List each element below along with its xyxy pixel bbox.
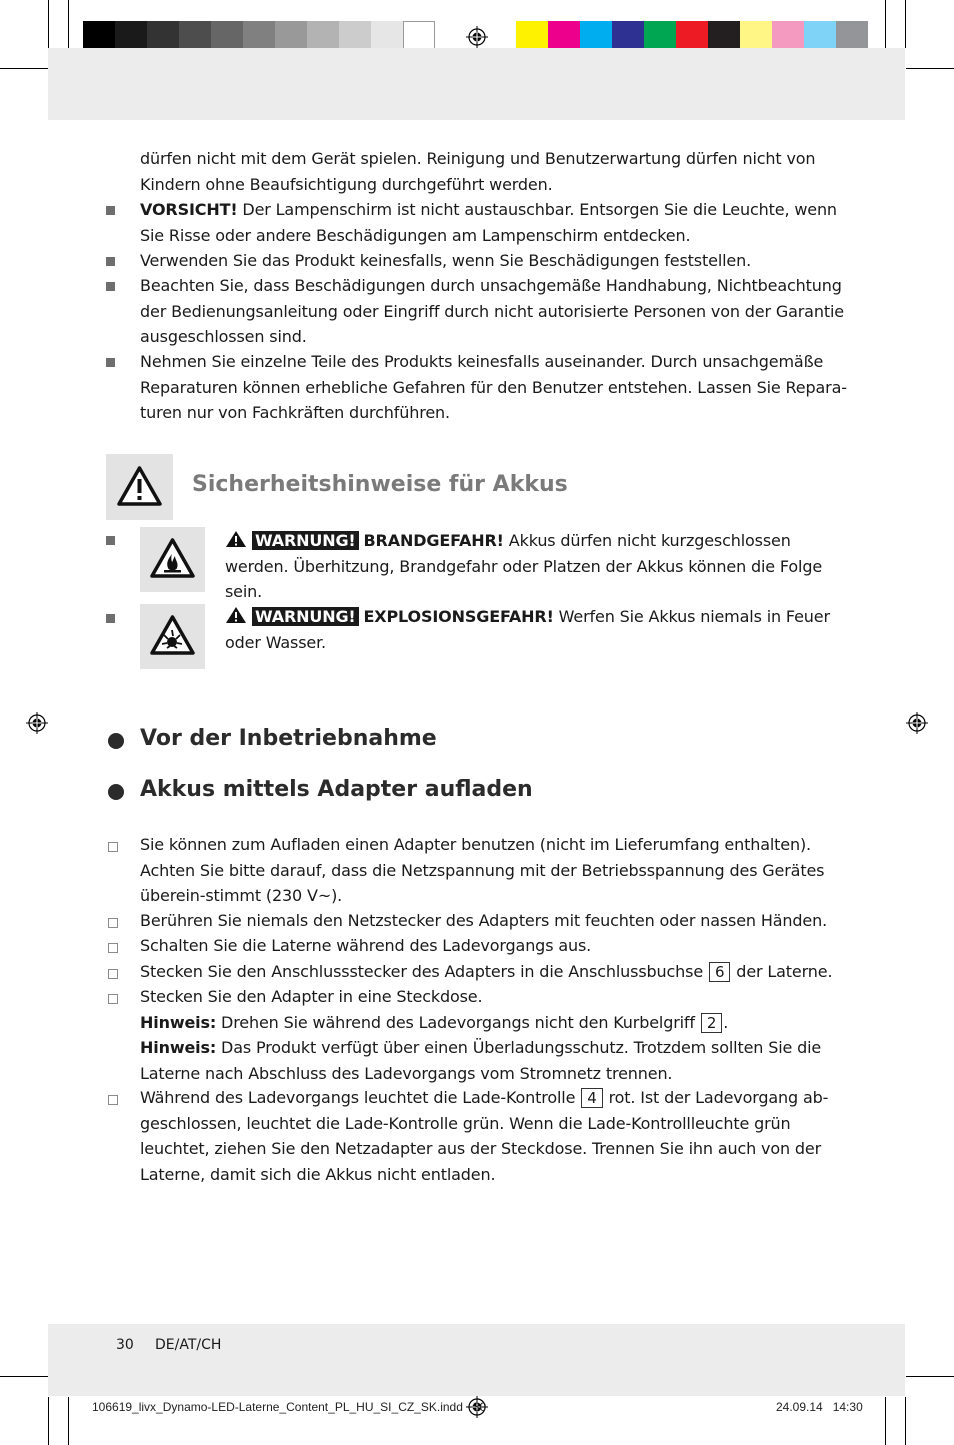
step-checkbox (108, 943, 118, 953)
step-item: Stecken Sie den Anschlussstecker des Adapters in die Anschlussbuchse 6 der Laterne. (140, 962, 833, 981)
hint-1: Hinweis: Drehen Sie während des Ladevorgangs nicht den Kurbelgriff 2 . (140, 1012, 729, 1032)
registration-mark-icon (26, 712, 48, 734)
page-number: 30 (116, 1337, 134, 1353)
crop-mark (48, 0, 49, 48)
bullet (106, 358, 115, 367)
heading-charging: Akkus mittels Adapter aufladen (140, 777, 533, 802)
crop-mark (0, 1376, 48, 1377)
step-item: Sie können zum Aufladen einen Adapter benutzen (nicht im Lieferumfang enthalten). Achten Sie bitte darauf, dass die Netzspannung mit der Betriebsspannung des Gerätes überein-stimmt (230 V~). (140, 835, 825, 905)
print-date-time: 24.09.14 14:30 (776, 1400, 863, 1414)
heading-bullet (108, 733, 124, 749)
header-band (48, 48, 905, 120)
step-checkbox (108, 969, 118, 979)
crop-mark (48, 1397, 49, 1445)
fire-hazard-icon-box (140, 527, 205, 592)
warning-triangle-icon (106, 454, 173, 520)
registration-mark-icon (906, 712, 928, 734)
step-item: Berühren Sie niemals den Netzstecker des Adapters mit feuchten oder nassen Händen. (140, 911, 828, 930)
warning-icon-box (106, 454, 173, 520)
crop-mark (885, 0, 886, 48)
section-title-battery-safety: Sicherheitshinweise für Akkus (192, 472, 568, 497)
crop-mark (906, 1376, 954, 1377)
warning-explosion: WARNUNG! EXPLOSIONSGEFAHR! Werfen Sie Akkus niemals in Feuer oder Wasser. (225, 607, 830, 652)
crop-mark (905, 0, 906, 48)
list-item: Beachten Sie, dass Beschädigungen durch unsachgemäße Handhabung, Nichtbeachtung der Bedienungsanleitung oder Eingriff durch nicht autorisierte Personen von der Garantie ausgeschlossen sind. (140, 276, 844, 346)
reference-number: 6 (709, 962, 730, 982)
explosion-hazard-icon (140, 604, 205, 669)
crop-mark (68, 1397, 69, 1445)
reference-number: 2 (701, 1013, 722, 1033)
intro-continuation: dürfen nicht mit dem Gerät spielen. Reinigung und Benutzerwartung dürfen nicht von Kindern ohne Beaufsichtigung durchgeführt werden. (140, 149, 816, 194)
bullet (106, 257, 115, 266)
step-checkbox (108, 994, 118, 1004)
reference-number: 4 (581, 1088, 602, 1108)
heading-before-use: Vor der Inbetriebnahme (140, 726, 437, 751)
list-item: Verwenden Sie das Produkt keinesfalls, wenn Sie Beschädigungen feststellen. (140, 251, 752, 270)
step-checkbox (108, 918, 118, 928)
bullet (106, 536, 115, 545)
crop-mark (906, 68, 954, 69)
bullet (106, 282, 115, 291)
step-checkbox (108, 842, 118, 852)
crop-mark (905, 1397, 906, 1445)
caution-item: VORSICHT! Der Lampenschirm ist nicht austauschbar. Entsorgen Sie die Leuchte, wenn Sie Risse oder andere Beschädigungen am Lampenschirm entdecken. (140, 200, 837, 245)
warning-triangle-icon (225, 606, 247, 624)
list-item: Nehmen Sie einzelne Teile des Produkts keinesfalls auseinander. Durch unsachgemäße Reparaturen können erhebliche Gefahren für den Benutzer entstehen. Lassen Sie Repara-turen nur von Fachkräften durchführen. (140, 352, 847, 422)
bullet (106, 206, 115, 215)
hint-2: Hinweis: Das Produkt verfügt über einen Überladungsschutz. Trotzdem sollten Sie die Laterne nach Abschluss des Ladevorgangs vom Stromnetz trennen. (140, 1038, 822, 1083)
step-item: Stecken Sie den Adapter in eine Steckdose. Hinweis: Drehen Sie während des Ladevorgangs nicht den Kurbelgriff 2 . Hinweis: Das Produkt verfügt über einen Überladungsschutz. Trotzdem sollten Sie die Laterne nach Abschluss des Ladevorgangs vom Stromnetz trennen. (140, 984, 850, 1086)
explosion-hazard-icon-box (140, 604, 205, 669)
step-item: Schalten Sie die Laterne während des Ladevorgangs aus. (140, 936, 592, 955)
step-checkbox (108, 1095, 118, 1105)
crop-mark (885, 1397, 886, 1445)
crop-mark (0, 68, 48, 69)
bullet (106, 614, 115, 623)
registration-mark-icon (466, 26, 488, 48)
warning-triangle-icon (225, 530, 247, 548)
heading-bullet (108, 784, 124, 800)
step-item: Während des Ladevorgangs leuchtet die Lade-Kontrolle 4 rot. Ist der Ladevorgang ab-geschlossen, leuchtet die Lade-Kontrolle grün. Wenn die Lade-Kontrollleuchte grün leuchtet, ziehen Sie den Netzadapter aus der Steckdose. Trennen Sie ihn auch von der Laterne, damit sich die Akkus nicht entladen. (140, 1088, 829, 1184)
file-name: 106619_livx_Dynamo-LED-Laterne_Content_PL_HU_SI_CZ_SK.indd 30 (92, 1400, 487, 1414)
footer-band (48, 1324, 905, 1396)
fire-hazard-icon (140, 527, 205, 592)
region-label: DE/AT/CH (155, 1337, 222, 1353)
warning-fire: WARNUNG! BRANDGEFAHR! Akkus dürfen nicht kurzgeschlossen werden. Überhitzung, Brandgefahr oder Platzen der Akkus können die Folge sein. (225, 531, 823, 601)
crop-mark (68, 0, 69, 48)
